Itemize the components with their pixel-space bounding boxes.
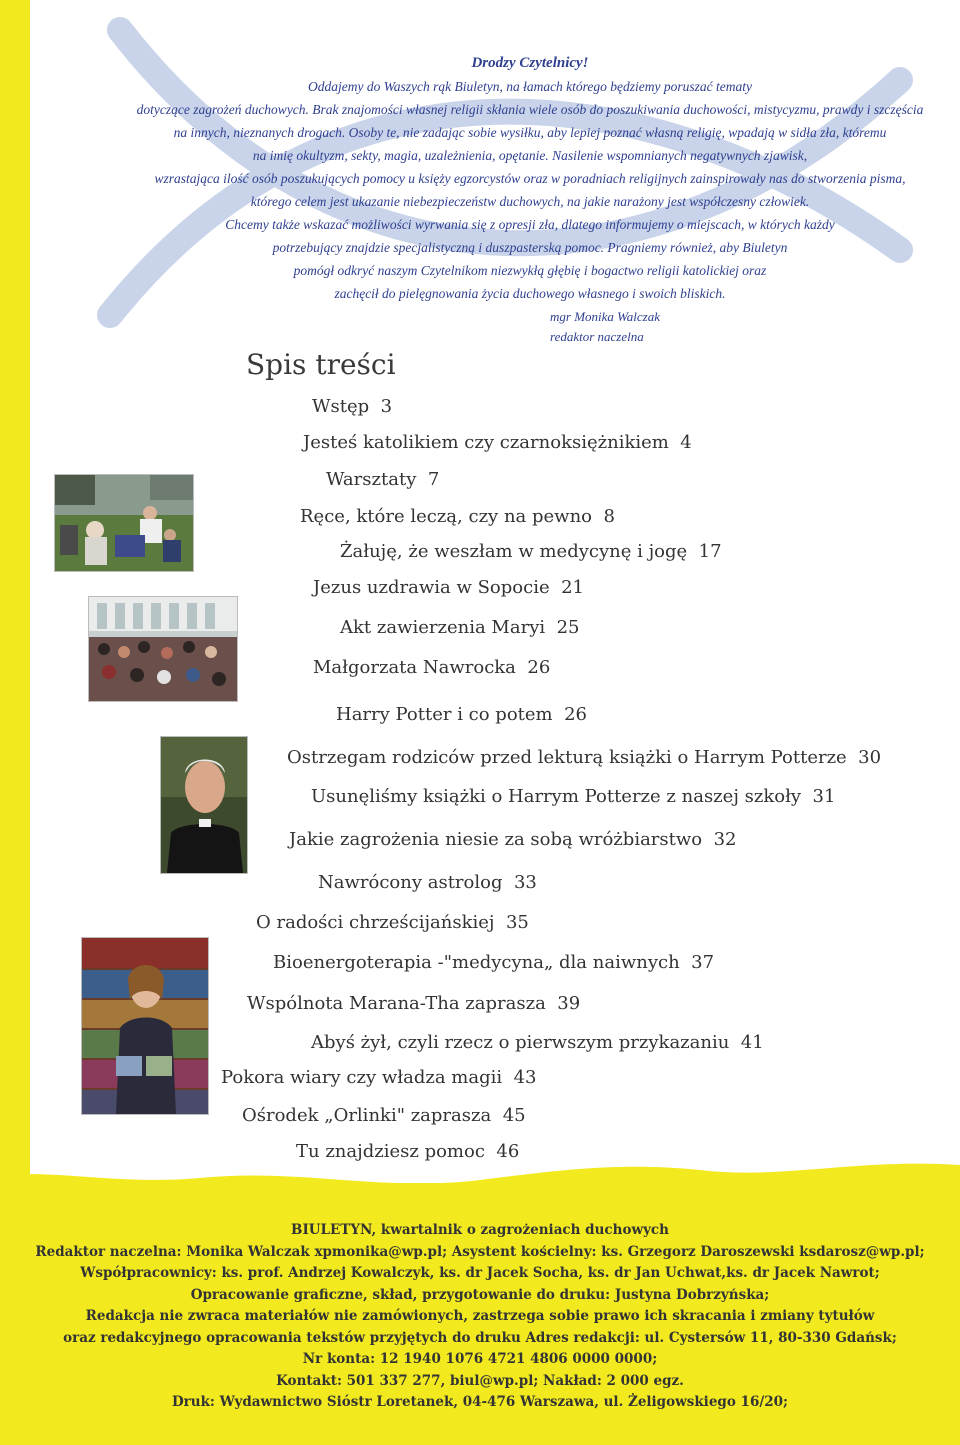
footer-line: oraz redakcyjnego opracowania tekstów przyjętych do druku Adres redakcji: ul. Cystersów 11, 80-330 Gdańsk;: [63, 1329, 897, 1346]
toc-item[interactable]: [336, 704, 587, 725]
intro-line: Chcemy także wskazać możliwości wyrwania się z opresji zła, dlatego informujemy o miejscach, w których każdy: [225, 217, 835, 232]
toc-item-page: 26: [564, 704, 587, 725]
toc-item-page: 33: [513, 872, 537, 893]
toc-item[interactable]: [289, 829, 736, 850]
toc-item-text: Wstęp: [312, 396, 370, 417]
toc-item-text: Usunęliśmy książki o Harrym Potterze z naszej szkoły: [311, 786, 802, 807]
toc-item-text: Jakie zagrożenia niesie za sobą wróżbiarstwo: [289, 829, 703, 850]
toc-item-text: Pokora wiary czy władza magii: [221, 1067, 503, 1088]
footer-line: BIULETYN, kwartalnik o zagrożeniach duchowych: [291, 1222, 669, 1238]
footer-line: Nr konta: 12 1940 1076 4721 4806 0000 0000;: [302, 1351, 658, 1367]
toc-item-page: 32: [713, 829, 737, 850]
toc-item-page: 8: [603, 506, 615, 527]
toc-item-text: Wspólnota Marana-Tha zaprasza: [247, 993, 546, 1014]
toc-item[interactable]: [242, 1105, 526, 1126]
toc-item-text: Małgorzata Nawrocka: [313, 657, 516, 678]
intro-line: pomógł odkryć naszym Czytelnikom niezwykłą głębię i bogactwo religii katolickiej oraz: [293, 263, 767, 278]
signature-role: redaktor naczelna: [550, 329, 644, 344]
intro-letter: [120, 52, 940, 305]
toc-item[interactable]: [311, 786, 835, 807]
toc-item[interactable]: [287, 747, 881, 768]
toc-item-page: 31: [812, 786, 836, 807]
toc-item[interactable]: [313, 577, 584, 598]
toc-item-page: 39: [557, 993, 581, 1014]
toc-item[interactable]: [326, 469, 439, 490]
toc-item[interactable]: [340, 541, 722, 562]
footer-line: Kontakt: 501 337 277, biul@wp.pl; Nakład: 2 000 egz.: [276, 1372, 684, 1389]
toc-item-page: 37: [691, 952, 715, 973]
toc-item-text: Abyś żył, czyli rzecz o pierwszym przykazaniu: [311, 1032, 730, 1053]
toc-item-text: Jesteś katolikiem czy czarnoksiężnikiem: [303, 432, 669, 453]
toc-item-text: O radości chrześcijańskiej: [256, 912, 495, 933]
toc-item-page: 21: [561, 577, 584, 598]
toc-item-page: 4: [680, 432, 692, 453]
toc-item-page: 41: [740, 1032, 764, 1053]
intro-line: którego celem jest ukazanie niebezpieczeństw duchowych, na jakie narażony jest współczesny człowiek.: [250, 194, 810, 209]
toc-item-page: 3: [380, 396, 393, 417]
toc-item-text: Żałuję, że weszłam w medycynę i jogę: [340, 541, 688, 562]
toc-item-page: 25: [556, 617, 580, 638]
woman-with-books-photo: [81, 937, 209, 1115]
hall-audience-photo: [88, 596, 238, 702]
toc-item[interactable]: [247, 993, 580, 1014]
toc-item[interactable]: [300, 506, 615, 527]
signature-name: mgr Monika Walczak: [550, 309, 661, 324]
footer-line: Współpracownicy: ks. prof. Andrzej Kowalczyk, ks. dr Jacek Socha, ks. dr Jan Uchwat,ks. dr Jacek Nawrot;: [80, 1265, 880, 1281]
toc-item[interactable]: [311, 1032, 764, 1053]
toc-item-text: Nawrócony astrolog: [318, 872, 503, 893]
toc-item-text: Ręce, które leczą, czy na pewno: [300, 506, 592, 527]
outdoor-workshop-photo: [54, 474, 194, 572]
intro-greeting: Drodzy Czytelnicy!: [471, 55, 589, 71]
toc-item-text: Tu znajdziesz pomoc: [296, 1141, 485, 1162]
footer-line: Opracowanie graficzne, skład, przygotowanie do druku: Justyna Dobrzyńska;: [190, 1286, 770, 1303]
toc-item-page: 35: [505, 912, 529, 933]
intro-line: zachęcił do pielęgnowania życia duchowego własnego i swoich bliskich.: [334, 286, 726, 301]
intro-line: wzrastająca ilość osób poszukujących pomocy u księży egzorcystów oraz w poradniach religijnych zainspirowały nas do stworzenia pisma,: [154, 171, 906, 186]
toc-item[interactable]: [303, 432, 692, 453]
priest-portrait-photo: [160, 736, 248, 874]
toc-item-text: Warsztaty: [326, 469, 417, 490]
footer-line: Redaktor naczelna: Monika Walczak xpmonika@wp.pl; Asystent kościelny: ks. Grzegorz Daroszewski ksdarosz@wp.pl;: [35, 1243, 925, 1260]
toc-item-text: Jezus uzdrawia w Sopocie: [313, 577, 550, 598]
toc-item-text: Harry Potter i co potem: [336, 704, 553, 725]
toc-item-text: Akt zawierzenia Maryi: [340, 617, 546, 638]
toc-item-page: 45: [502, 1105, 526, 1126]
toc-item-page: 17: [698, 541, 722, 562]
intro-line: dotyczące zagrożeń duchowych. Brak znajomości własnej religii skłania wiele osób do poszukiwania duchowości, mistycyzmu, prawdy i szczęścia: [136, 102, 924, 117]
toc-item-page: 46: [496, 1141, 520, 1162]
footer-imprint: [0, 1220, 960, 1414]
footer-line: Redakcja nie zwraca materiałów nie zamówionych, zastrzega sobie prawo ich skracania i zmiany tytułów: [85, 1308, 875, 1324]
toc-item[interactable]: [296, 1141, 519, 1162]
toc-item-page: 30: [858, 747, 882, 768]
toc-item[interactable]: [273, 952, 714, 973]
toc-item-text: Ośrodek „Orlinki" zaprasza: [242, 1105, 492, 1126]
toc-item[interactable]: [318, 872, 537, 893]
intro-line: potrzebujący znajdzie specjalistyczną i duszpasterską pomoc. Pragniemy również, aby Biuletyn: [272, 240, 788, 255]
toc-title: Spis treści: [246, 348, 396, 381]
footer-line: Druk: Wydawnictwo Sióstr Loretanek, 04-476 Warszawa, ul. Żeligowskiego 16/20;: [171, 1394, 789, 1410]
toc-item[interactable]: [256, 912, 529, 933]
toc-item-text: Bioenergoterapia -"medycyna„ dla naiwnych: [273, 952, 680, 973]
toc-item[interactable]: [221, 1067, 537, 1088]
toc-item-page: 26: [527, 657, 551, 678]
toc-item-text: Ostrzegam rodziców przed lekturą książki o Harrym Potterze: [287, 747, 847, 768]
toc-item[interactable]: [313, 657, 550, 678]
toc-item[interactable]: [340, 617, 580, 638]
intro-line: na innych, nieznanych drogach. Osoby te, nie zadając sobie wysiłku, aby lepiej poznać własną religię, wpadają w sidła zła, któremu: [173, 125, 887, 140]
toc-item-page: 43: [513, 1067, 537, 1088]
toc-item-page: 7: [427, 469, 440, 490]
toc-item[interactable]: [312, 396, 392, 417]
intro-line: na imię okultyzm, sekty, magia, uzależnienia, opętanie. Nasilenie wspomnianych negatywnych zjawisk,: [252, 148, 808, 163]
signature: [550, 307, 660, 347]
intro-line: Oddajemy do Waszych rąk Biuletyn, na łamach którego będziemy poruszać tematy: [307, 79, 753, 94]
